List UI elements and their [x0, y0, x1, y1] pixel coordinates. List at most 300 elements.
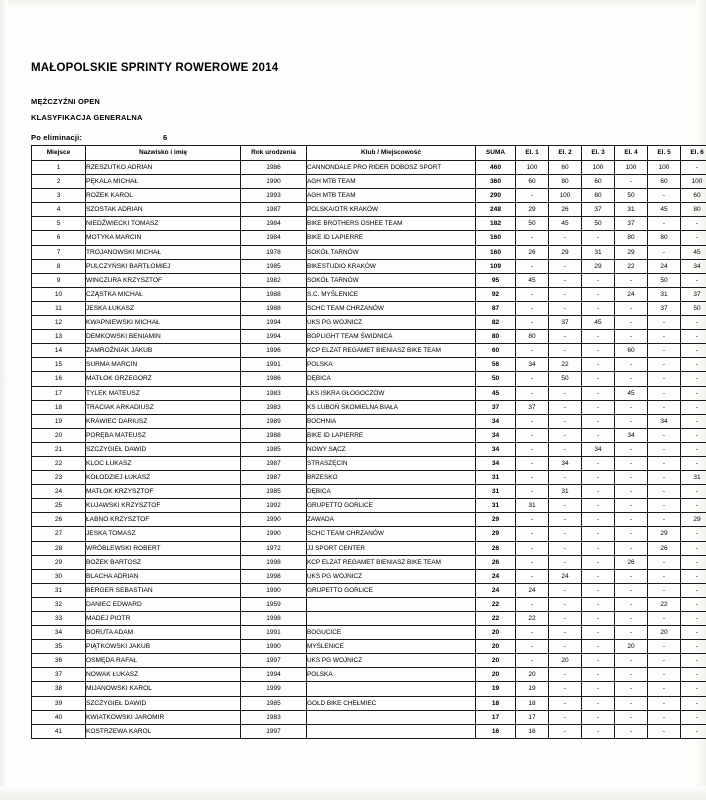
cell-name: TYLEK MATEUSZ — [86, 386, 241, 400]
cell-year: 1990 — [241, 527, 307, 541]
cell-name: RZESZUTKO ADRIAN — [86, 161, 241, 175]
cell-el2: - — [549, 682, 582, 696]
table-row — [32, 724, 706, 738]
cell-el3: - — [582, 640, 615, 654]
cell-el6: - — [681, 428, 706, 442]
cell-sum: 56 — [476, 358, 516, 372]
cell-name: BOŻEK BARTOSZ — [86, 555, 241, 569]
cell-el1: - — [516, 626, 549, 640]
cell-el4: - — [615, 696, 648, 710]
cell-el6: - — [681, 654, 706, 668]
cell-name: OSMĘDA RAFAŁ — [86, 654, 241, 668]
cell-el1: - — [516, 301, 549, 315]
table-row — [32, 287, 706, 301]
table-row — [32, 555, 706, 569]
cell-year: 1997 — [241, 724, 307, 738]
cell-name: MIJANOWSKI KAROL — [86, 682, 241, 696]
cell-sum: 290 — [476, 189, 516, 203]
cell-el6: 31 — [681, 471, 706, 485]
cell-club: KCP ELZAT REGAMET BIENIASZ BIKE TEAM — [307, 555, 476, 569]
cell-club: BIKE BROTHERS OSHEE TEAM — [307, 217, 476, 231]
column-header-year: Rok urodzenia — [241, 146, 307, 161]
cell-club: GRUPETTO GORLICE — [307, 583, 476, 597]
table-row — [32, 245, 706, 259]
cell-sum: 34 — [476, 456, 516, 470]
table-row — [32, 513, 706, 527]
cell-el4: - — [615, 456, 648, 470]
cell-el6: - — [681, 344, 706, 358]
cell-name: PĘKALA MICHAŁ — [86, 175, 241, 189]
cell-year: 1994 — [241, 668, 307, 682]
cell-name: BERGER SEBASTIAN — [86, 583, 241, 597]
cell-name: MADEJ PIOTR — [86, 612, 241, 626]
cell-club: LKS ISKRA GŁOGOCZÓW — [307, 386, 476, 400]
cell-club: BOGUCICE — [307, 626, 476, 640]
cell-year: 1997 — [241, 654, 307, 668]
cell-el3: - — [582, 710, 615, 724]
cell-el4: 45 — [615, 386, 648, 400]
table-header-row — [32, 146, 706, 161]
cell-el1: - — [516, 527, 549, 541]
cell-el4: - — [615, 273, 648, 287]
table-row — [32, 259, 706, 273]
cell-year: 1983 — [241, 386, 307, 400]
cell-sum: 34 — [476, 428, 516, 442]
table-row — [32, 400, 706, 414]
table-row — [32, 597, 706, 611]
cell-sum: 37 — [476, 400, 516, 414]
table-row — [32, 668, 706, 682]
cell-el5: - — [648, 471, 681, 485]
cell-el1: - — [516, 456, 549, 470]
cell-el6: - — [681, 612, 706, 626]
table-row — [32, 358, 706, 372]
cell-club: NOWY SĄCZ — [307, 442, 476, 456]
cell-place: 40 — [32, 710, 86, 724]
cell-year: 1986 — [241, 161, 307, 175]
cell-el2: - — [549, 626, 582, 640]
cell-name: PULCZYŃSKI BARTŁOMIEJ — [86, 259, 241, 273]
cell-el3: - — [582, 597, 615, 611]
cell-el5: - — [648, 710, 681, 724]
cell-el2: 20 — [549, 654, 582, 668]
cell-place: 21 — [32, 442, 86, 456]
cell-el2: - — [549, 231, 582, 245]
cell-el5: 26 — [648, 541, 681, 555]
cell-year: 1986 — [241, 372, 307, 386]
cell-el1: - — [516, 597, 549, 611]
cell-name: KOSTRZEWA KAROL — [86, 724, 241, 738]
cell-sum: 60 — [476, 344, 516, 358]
table-row — [32, 428, 706, 442]
cell-el3: - — [582, 513, 615, 527]
cell-place: 34 — [32, 626, 86, 640]
cell-el1: 31 — [516, 499, 549, 513]
column-header-el6: El. 6 — [681, 146, 706, 161]
cell-el5: - — [648, 330, 681, 344]
cell-el2: - — [549, 583, 582, 597]
cell-el1: 24 — [516, 583, 549, 597]
cell-sum: 17 — [476, 710, 516, 724]
cell-el3: - — [582, 626, 615, 640]
cell-el3: 45 — [582, 316, 615, 330]
cell-el2: - — [549, 428, 582, 442]
cell-name: NIEDŹWIECKI TOMASZ — [86, 217, 241, 231]
cell-sum: 34 — [476, 442, 516, 456]
cell-el4: - — [615, 485, 648, 499]
cell-el6: - — [681, 696, 706, 710]
cell-sum: 18 — [476, 696, 516, 710]
cell-el3: 31 — [582, 245, 615, 259]
cell-el3: - — [582, 231, 615, 245]
cell-el6: - — [681, 273, 706, 287]
cell-el2: 22 — [549, 358, 582, 372]
cell-year: 1987 — [241, 471, 307, 485]
results-table — [31, 145, 706, 739]
cell-club: BIKESTUDIO KRAKÓW — [307, 259, 476, 273]
cell-el6: - — [681, 555, 706, 569]
cell-el1: 37 — [516, 400, 549, 414]
cell-place: 1 — [32, 161, 86, 175]
cell-el1: - — [516, 189, 549, 203]
cell-el5: 50 — [648, 273, 681, 287]
cell-club: BRZESKO — [307, 471, 476, 485]
cell-el2: 100 — [549, 189, 582, 203]
cell-place: 20 — [32, 428, 86, 442]
cell-el1: 29 — [516, 203, 549, 217]
cell-place: 15 — [32, 358, 86, 372]
table-row — [32, 626, 706, 640]
cell-el4: 22 — [615, 259, 648, 273]
cell-el6: 45 — [681, 245, 706, 259]
cell-el3: - — [582, 471, 615, 485]
cell-year: 1993 — [241, 189, 307, 203]
cell-name: DEMKOWSKI BENIAMIN — [86, 330, 241, 344]
cell-year: 1994 — [241, 330, 307, 344]
cell-year: 1990 — [241, 175, 307, 189]
cell-el1: - — [516, 555, 549, 569]
cell-el2: 29 — [549, 245, 582, 259]
cell-el1: - — [516, 344, 549, 358]
cell-el4: 31 — [615, 203, 648, 217]
cell-place: 7 — [32, 245, 86, 259]
cell-sum: 22 — [476, 597, 516, 611]
cell-sum: 82 — [476, 316, 516, 330]
cell-name: MATŁOK KRZYSZTOF — [86, 485, 241, 499]
column-header-el4: El. 4 — [615, 146, 648, 161]
cell-place: 23 — [32, 471, 86, 485]
cell-place: 38 — [32, 682, 86, 696]
cell-club: SOKÓŁ TARNÓW — [307, 245, 476, 259]
cell-place: 2 — [32, 175, 86, 189]
cell-el6: 100 — [681, 175, 706, 189]
cell-place: 24 — [32, 485, 86, 499]
cell-el4: - — [615, 442, 648, 456]
cell-sum: 29 — [476, 527, 516, 541]
cell-el4: 34 — [615, 428, 648, 442]
cell-el3: - — [582, 682, 615, 696]
cell-el4: - — [615, 372, 648, 386]
cell-el4: - — [615, 724, 648, 738]
page-title: MAŁOPOLSKIE SPRINTY ROWEROWE 2014 — [31, 62, 279, 74]
column-header-place: Miejsce — [32, 146, 86, 161]
cell-year: 1982 — [241, 273, 307, 287]
cell-el1: - — [516, 640, 549, 654]
cell-el5: - — [648, 612, 681, 626]
cell-el1: - — [516, 471, 549, 485]
cell-el3: - — [582, 499, 615, 513]
cell-club: BIKE ID LAPIERRE — [307, 231, 476, 245]
cell-el1: 26 — [516, 245, 549, 259]
cell-sum: 460 — [476, 161, 516, 175]
cell-name: SZOSTAK ADRIAN — [86, 203, 241, 217]
cell-el2: - — [549, 668, 582, 682]
cell-el2: - — [549, 344, 582, 358]
cell-sum: 31 — [476, 471, 516, 485]
cell-year: 1999 — [241, 682, 307, 696]
cell-name: WINCZURA KRZYSZTOF — [86, 273, 241, 287]
cell-place: 27 — [32, 527, 86, 541]
cell-sum: 26 — [476, 541, 516, 555]
cell-el6: - — [681, 316, 706, 330]
cell-el6: 37 — [681, 287, 706, 301]
cell-el3: - — [582, 696, 615, 710]
cell-el2: - — [549, 273, 582, 287]
cell-el5: - — [648, 668, 681, 682]
cell-year: 1988 — [241, 287, 307, 301]
cell-year: 1998 — [241, 555, 307, 569]
cell-sum: 20 — [476, 654, 516, 668]
cell-sum: 20 — [476, 640, 516, 654]
table-row — [32, 710, 706, 724]
cell-el3: 50 — [582, 217, 615, 231]
cell-el4: - — [615, 175, 648, 189]
cell-el3: 29 — [582, 259, 615, 273]
cell-sum: 26 — [476, 555, 516, 569]
table-row — [32, 189, 706, 203]
cell-el5: - — [648, 386, 681, 400]
cell-el6: - — [681, 527, 706, 541]
cell-el3: - — [582, 287, 615, 301]
cell-club — [307, 597, 476, 611]
cell-el1: 16 — [516, 724, 549, 738]
column-header-el1: El. 1 — [516, 146, 549, 161]
table-row — [32, 442, 706, 456]
cell-el2: - — [549, 541, 582, 555]
cell-el2: 24 — [549, 569, 582, 583]
cell-el2: - — [549, 330, 582, 344]
cell-sum: 80 — [476, 330, 516, 344]
cell-el1: - — [516, 428, 549, 442]
cell-club: JJ SPORT CENTER — [307, 541, 476, 555]
table-row — [32, 612, 706, 626]
table-row — [32, 682, 706, 696]
cell-el6: - — [681, 358, 706, 372]
table-row — [32, 583, 706, 597]
cell-club: POLSKA/OTR KRAKÓW — [307, 203, 476, 217]
cell-el6: - — [681, 626, 706, 640]
cell-el6: - — [681, 217, 706, 231]
cell-el5: 20 — [648, 626, 681, 640]
cell-el3: - — [582, 485, 615, 499]
cell-el4: 50 — [615, 189, 648, 203]
cell-el2: - — [549, 527, 582, 541]
cell-place: 41 — [32, 724, 86, 738]
cell-el2: 34 — [549, 456, 582, 470]
cell-sum: 109 — [476, 259, 516, 273]
cell-el6: - — [681, 569, 706, 583]
cell-el3: 37 — [582, 203, 615, 217]
cell-el5: 34 — [648, 414, 681, 428]
cell-el5: - — [648, 513, 681, 527]
cell-el5: 60 — [648, 175, 681, 189]
cell-el5: - — [648, 428, 681, 442]
cell-el6: - — [681, 456, 706, 470]
cell-el4: - — [615, 583, 648, 597]
cell-el3: - — [582, 330, 615, 344]
cell-el5: - — [648, 682, 681, 696]
cell-place: 36 — [32, 654, 86, 668]
cell-name: SURMA MARCIN — [86, 358, 241, 372]
cell-el3: - — [582, 612, 615, 626]
cell-el1: 34 — [516, 358, 549, 372]
cell-club — [307, 710, 476, 724]
cell-sum: 20 — [476, 668, 516, 682]
table-row — [32, 471, 706, 485]
cell-el3: - — [582, 428, 615, 442]
cell-name: TROJANOWSKI MICHAŁ — [86, 245, 241, 259]
cell-place: 13 — [32, 330, 86, 344]
cell-name: MOTYKA MARCIN — [86, 231, 241, 245]
cell-name: ZAMROŹNIAK JAKUB — [86, 344, 241, 358]
cell-club: UKS PG WOJNICZ — [307, 316, 476, 330]
cell-el2: 37 — [549, 316, 582, 330]
cell-el2: 60 — [549, 161, 582, 175]
cell-name: KRAWIEC DARIUSZ — [86, 414, 241, 428]
classification-label: KLASYFIKACJA GENERALNA — [31, 113, 143, 122]
cell-club: BIKE ID LAPIERRE — [307, 428, 476, 442]
cell-name: ROŻEK KAROL — [86, 189, 241, 203]
table-row — [32, 175, 706, 189]
cell-sum: 50 — [476, 372, 516, 386]
cell-el3: - — [582, 654, 615, 668]
cell-year: 1987 — [241, 203, 307, 217]
cell-sum: 29 — [476, 513, 516, 527]
cell-name: SZCZYGIEŁ DAWID — [86, 442, 241, 456]
column-header-club: Klub / Miejscowość — [307, 146, 476, 161]
cell-el3: 34 — [582, 442, 615, 456]
cell-el5: 80 — [648, 231, 681, 245]
cell-name: WRÓBLEWSKI ROBERT — [86, 541, 241, 555]
cell-el4: - — [615, 358, 648, 372]
cell-place: 28 — [32, 541, 86, 555]
cell-place: 16 — [32, 372, 86, 386]
cell-el2: - — [549, 400, 582, 414]
cell-place: 30 — [32, 569, 86, 583]
table-row — [32, 527, 706, 541]
cell-name: ŁABNO KRZYSZTOF — [86, 513, 241, 527]
cell-el4: - — [615, 626, 648, 640]
scan-edge-left — [0, 0, 8, 800]
cell-el5: 22 — [648, 597, 681, 611]
cell-place: 39 — [32, 696, 86, 710]
cell-el1: - — [516, 442, 549, 456]
cell-el2: - — [549, 301, 582, 315]
cell-name: PIĄTKOWSKI JAKUB — [86, 640, 241, 654]
cell-year: 1990 — [241, 513, 307, 527]
cell-el6: - — [681, 414, 706, 428]
cell-el5: - — [648, 555, 681, 569]
cell-el2: 45 — [549, 217, 582, 231]
cell-year: 1959 — [241, 597, 307, 611]
cell-name: CZĄSTKA MICHAŁ — [86, 287, 241, 301]
cell-el6: - — [681, 724, 706, 738]
cell-year: 1990 — [241, 640, 307, 654]
cell-sum: 95 — [476, 273, 516, 287]
cell-place: 35 — [32, 640, 86, 654]
cell-el5: - — [648, 456, 681, 470]
column-header-el3: El. 3 — [582, 146, 615, 161]
cell-el6: - — [681, 710, 706, 724]
column-header-name: Nazwisko i imię — [86, 146, 241, 161]
cell-el3: - — [582, 386, 615, 400]
cell-name: KWAPNIEWSKI MICHAŁ — [86, 316, 241, 330]
cell-club: SCHC TEAM CHRZANÓW — [307, 527, 476, 541]
cell-el3: - — [582, 400, 615, 414]
cell-el6: - — [681, 541, 706, 555]
cell-place: 17 — [32, 386, 86, 400]
cell-club: GOLD BIKE CHEŁMIEC — [307, 696, 476, 710]
cell-el2: - — [549, 597, 582, 611]
cell-el4: 37 — [615, 217, 648, 231]
cell-el5: - — [648, 583, 681, 597]
cell-club: S.C. MYŚLENICE — [307, 287, 476, 301]
table-row — [32, 414, 706, 428]
cell-sum: 24 — [476, 583, 516, 597]
cell-el5: - — [648, 217, 681, 231]
cell-club: ZAWADA — [307, 513, 476, 527]
cell-name: JESKA TOMASZ — [86, 527, 241, 541]
cell-el6: - — [681, 330, 706, 344]
cell-name: BLACHA ADRIAN — [86, 569, 241, 583]
cell-club: DĘBICA — [307, 372, 476, 386]
cell-club: DĘBICA — [307, 485, 476, 499]
cell-el1: - — [516, 287, 549, 301]
cell-el3: - — [582, 724, 615, 738]
cell-year: 1998 — [241, 569, 307, 583]
cell-el2: 26 — [549, 203, 582, 217]
cell-el2: - — [549, 710, 582, 724]
cell-el6: - — [681, 386, 706, 400]
cell-club — [307, 724, 476, 738]
cell-el4: - — [615, 541, 648, 555]
cell-el1: 50 — [516, 217, 549, 231]
cell-sum: 360 — [476, 175, 516, 189]
cell-el5: 100 — [648, 161, 681, 175]
table-row — [32, 569, 706, 583]
cell-year: 1996 — [241, 344, 307, 358]
cell-el3: - — [582, 668, 615, 682]
cell-el6: - — [681, 640, 706, 654]
cell-el1: - — [516, 541, 549, 555]
cell-name: TRACIAK ARKADIUSZ — [86, 400, 241, 414]
cell-place: 8 — [32, 259, 86, 273]
cell-year: 1978 — [241, 245, 307, 259]
cell-el5: - — [648, 640, 681, 654]
table-row — [32, 301, 706, 315]
cell-place: 5 — [32, 217, 86, 231]
cell-el1: - — [516, 372, 549, 386]
